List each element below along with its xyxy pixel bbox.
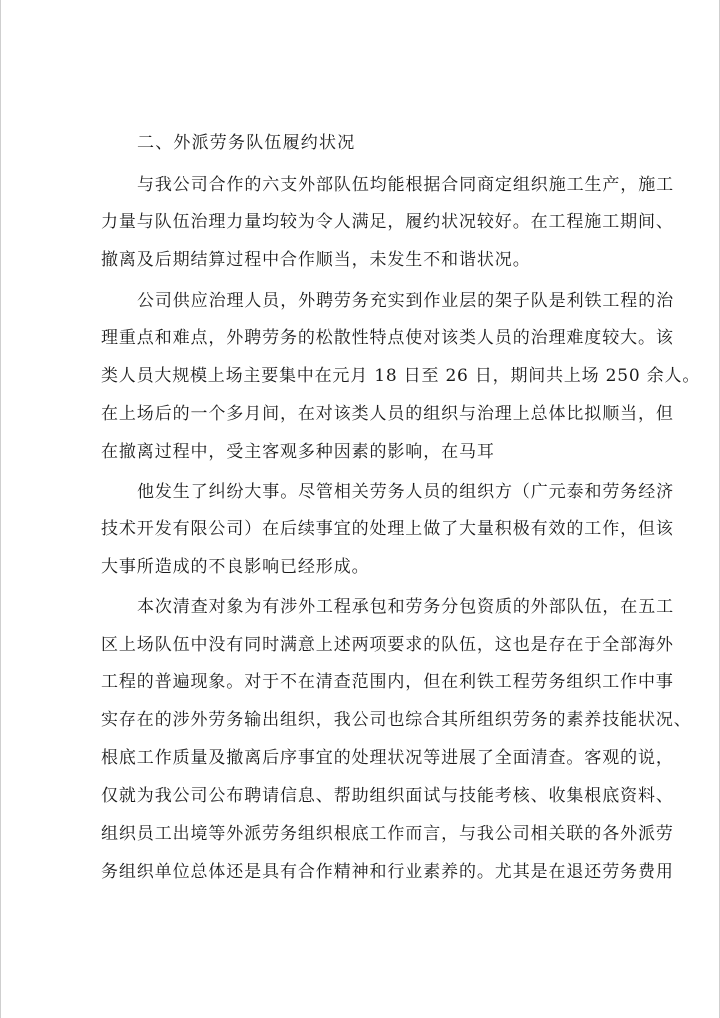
paragraph-line: 与我公司合作的六支外部队伍均能根据合同商定组织施工生产，施工 bbox=[137, 175, 674, 195]
paragraph-line: 根底工作质量及撤离后序事宜的处理状况等进展了全面清查。客观的说， bbox=[101, 748, 674, 768]
paragraph-line: 务组织单位总体还是具有合作精神和行业素养的。尤其是在退还劳务费用 bbox=[101, 862, 674, 882]
paragraph-line: 撤离及后期结算过程中合作顺当，未发生不和谐状况。 bbox=[101, 250, 531, 270]
paragraph-line: 工程的普遍现象。对于不在清查范围内，但在利铁工程劳务组织工作中事 bbox=[101, 672, 674, 692]
paragraph-line: 实存在的涉外劳务输出组织，我公司也综合其所组织劳务的素养技能状况、 bbox=[101, 710, 692, 730]
paragraph-line: 大事所造成的不良影响已经形成。 bbox=[101, 557, 370, 577]
paragraph-line: 组织员工出境等外派劳务组织根底工作而言，与我公司相关联的各外派劳 bbox=[101, 824, 674, 844]
paragraph-line: 力量与队伍治理力量均较为令人满足，履约状况较好。在工程施工期间、 bbox=[101, 212, 674, 232]
paragraph-line: 仅就为我公司公布聘请信息、帮助组织面试与技能考核、收集根底资料、 bbox=[101, 786, 674, 806]
paragraph-line: 技术开发有限公司）在后续事宜的处理上做了大量积极有效的工作，但该 bbox=[101, 519, 674, 539]
paragraph-line: 公司供应治理人员，外聘劳务充实到作业层的架子队是利铁工程的治 bbox=[137, 291, 674, 311]
paragraph-line: 他发生了纠纷大事。尽管相关劳务人员的组织方（广元泰和劳务经济 bbox=[137, 482, 674, 502]
paragraph-line: 在撤离过程中，受主客观多种因素的影响，在马耳 bbox=[101, 442, 495, 462]
paragraph-line: 理重点和难点，外聘劳务的松散性特点使对该类人员的治理难度较大。该 bbox=[101, 328, 674, 348]
paragraph-line: 类人员大规模上场主要集中在元月 18 日至 26 日，期间共上场 250 余人。 bbox=[101, 366, 701, 386]
paragraph-line: 在上场后的一个多月间，在对该类人员的组织与治理上总体比拟顺当，但 bbox=[101, 404, 674, 424]
paragraph-line: 本次清查对象为有涉外工程承包和劳务分包资质的外部队伍，在五工 bbox=[137, 597, 674, 617]
section-heading: 二、外派劳务队伍履约状况 bbox=[137, 133, 356, 153]
paragraph-line: 区上场队伍中没有同时满意上述两项要求的队伍，这也是存在于全部海外 bbox=[101, 635, 674, 655]
